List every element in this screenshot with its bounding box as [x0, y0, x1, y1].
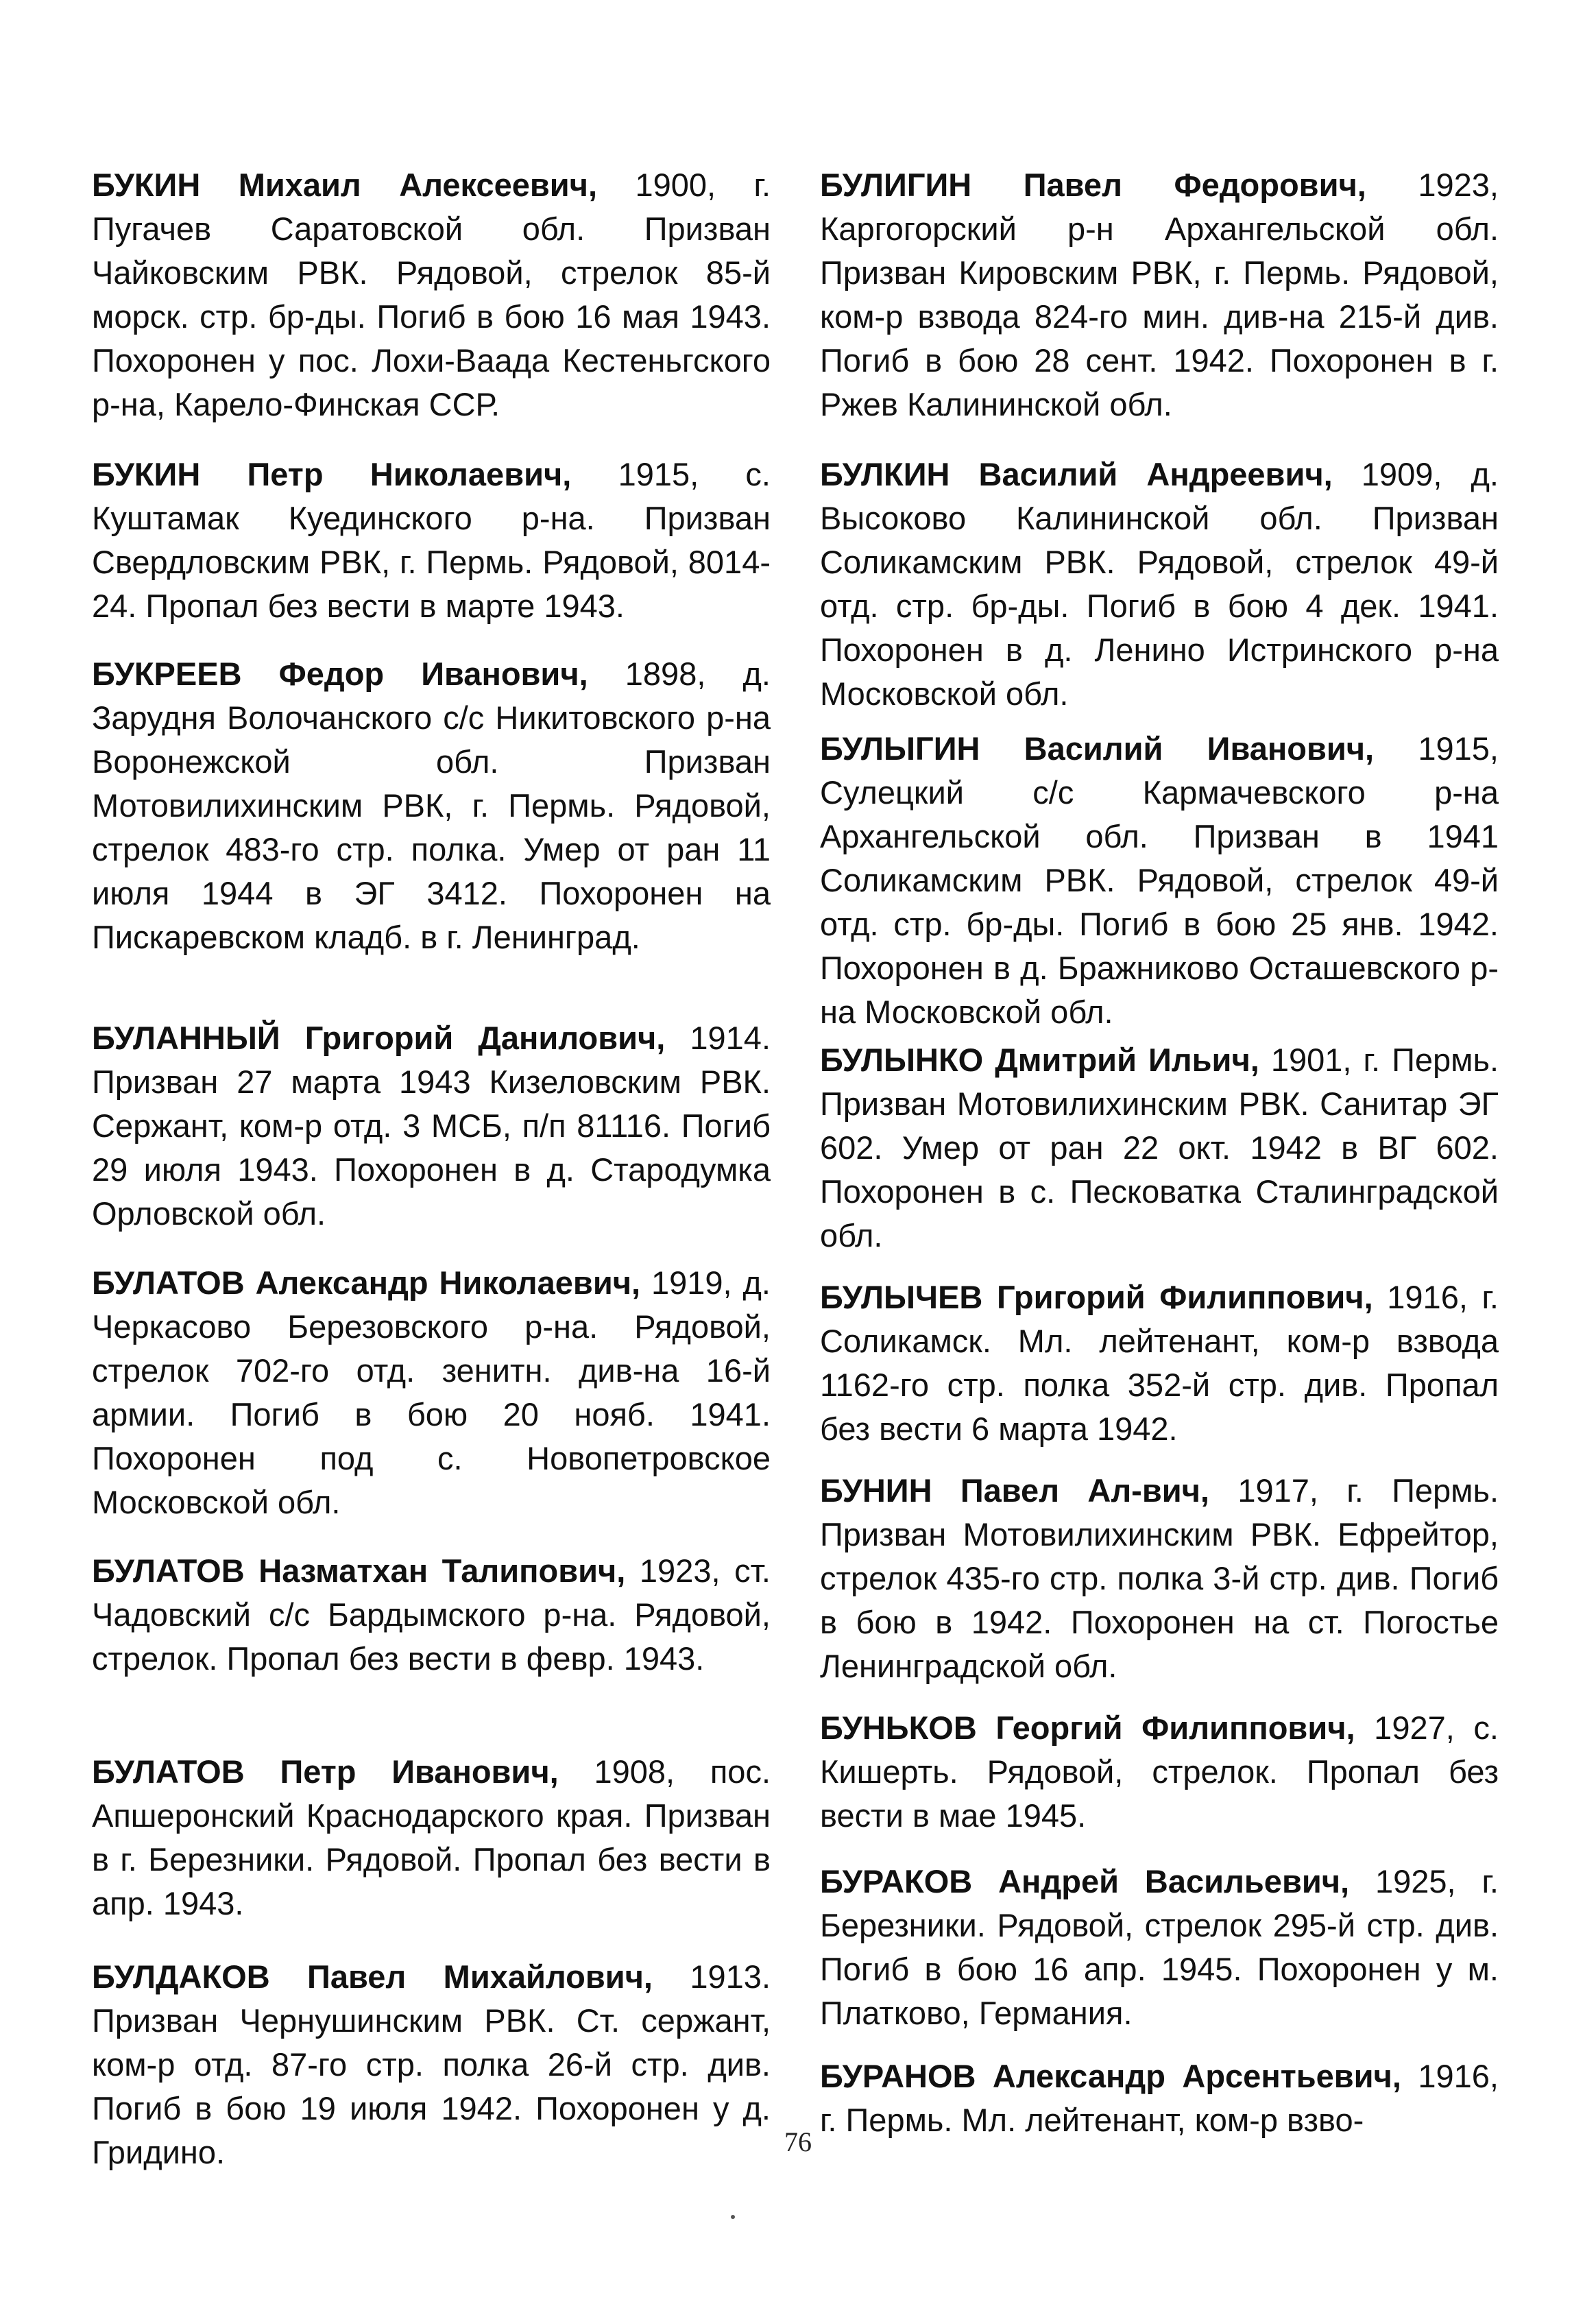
entry-bulatov-petr — [92, 1750, 771, 1926]
entry-burakov-andrei — [820, 1860, 1499, 2035]
entry-buligin-pavel — [820, 163, 1499, 427]
entry-bulatov-nazmatkhan — [92, 1549, 771, 1681]
entry-bunkov-georgii — [820, 1706, 1499, 1838]
entry-bio: 1898, д. Зарудня Волочанского с/с Никитовского р-на Воронежской обл. Призван Мотовилихинским РВК, г. Пермь. Рядовой, стрелок 483-го стр. полка. Умер от ран 11 июля 1944 в ЭГ 3412. Похоронен на Пискаревском кладб. в г. Ленинград. — [92, 656, 771, 955]
scan-artifact-dot — [731, 2215, 735, 2219]
entry-bulychev-grigorii — [820, 1275, 1499, 1451]
entry-name: БУЛЫНКО Дмитрий Ильич, — [820, 1042, 1259, 1078]
entry-name: БУРАКОВ Андрей Васильевич, — [820, 1863, 1350, 1899]
entry-bio: 1927, с. Кишерть. Рядовой, стрелок. Пропал без вести в мае 1945. — [820, 1710, 1499, 1834]
entry-bio: 1923, Каргогорский р-н Архангельской обл. Призван Кировским РВК, г. Пермь. Рядовой, ком-р взвода 824-го мин. див-на 215-й див. Погиб в бою 28 сент. 1942. Похоронен в г. Ржев Калининской обл. — [820, 167, 1499, 422]
entry-bukin-petr — [92, 453, 771, 628]
entry-bio: 1916, г. Соликамск. Мл. лейтенант, ком-р взвода 1162-го стр. полка 352-й стр. див. Пропал без вести 6 марта 1942. — [820, 1279, 1499, 1447]
entry-name: БУЛАТОВ Назматхан Талипович, — [92, 1552, 626, 1589]
entry-bio: 1915, с. Куштамак Куединского р-на. Призван Свердловским РВК, г. Пермь. Рядовой, 8014-24. Пропал без вести в марте 1943. — [92, 456, 771, 624]
entry-bukin-mikhail — [92, 163, 771, 427]
entry-bio: 1908, пос. Апшеронский Краснодарского края. Призван в г. Березники. Рядовой. Пропал без вести в апр. 1943. — [92, 1753, 771, 1921]
entry-bio: 1925, г. Березники. Рядовой, стрелок 295-й стр. див. Погиб в бою 16 апр. 1945. Похоронен у м. Платково, Германия. — [820, 1863, 1499, 2031]
entry-name: БУКРЕЕВ Федор Иванович, — [92, 656, 588, 692]
entry-name: БУРАНОВ Александр Арсентьевич, — [820, 2058, 1401, 2094]
entry-bukreev-fedor — [92, 652, 771, 959]
entry-bulannyi-grigorii — [92, 1016, 771, 1236]
entry-name: БУЛЫГИН Василий Иванович, — [820, 730, 1375, 767]
entry-name: БУНИН Павел Ал-вич, — [820, 1472, 1209, 1509]
entry-name: БУЛАТОВ Петр Иванович, — [92, 1753, 559, 1790]
entry-bulkin-vasilii — [820, 453, 1499, 716]
entry-bio: 1917, г. Пермь. Призван Мотовилихинским РВК. Ефрейтор, стрелок 435-го стр. полка 3-й стр. див. Погиб в бою в 1942. Похоронен на ст. Погостье Ленинградской обл. — [820, 1472, 1499, 1684]
entry-name: БУЛИГИН Павел Федорович, — [820, 167, 1366, 203]
entry-bio: 1919, д. Черкасово Березовского р-на. Рядовой, стрелок 702-го отд. зенитн. див-на 16-й армии. Погиб в бою 20 нояб. 1941. Похоронен под с. Новопетровское Московской обл. — [92, 1264, 771, 1520]
entry-name: БУКИН Михаил Алексеевич, — [92, 167, 598, 203]
entry-name: БУЛАТОВ Александр Николаевич, — [92, 1264, 641, 1301]
entry-name: БУКИН Петр Николаевич, — [92, 456, 572, 492]
entry-bio: 1914. Призван 27 марта 1943 Кизеловским РВК. Сержант, ком-р отд. 3 МСБ, п/п 81116. Погиб 29 июля 1943. Похоронен в д. Стародумка Орловской обл. — [92, 1020, 771, 1232]
entry-bio: 1900, г. Пугачев Саратовской обл. Призван Чайковским РВК. Рядовой, стрелок 85-й морск. стр. бр-ды. Погиб в бою 16 мая 1943. Похоронен у пос. Лохи-Ваада Кестеньгского р-на, Карело-Финская ССР. — [92, 167, 771, 422]
page-number: 76 — [784, 2126, 812, 2157]
entry-name: БУЛДАКОВ Павел Михайлович, — [92, 1958, 653, 1995]
entry-name: БУЛКИН Василий Андреевич, — [820, 456, 1333, 492]
entry-bio: 1909, д. Высоково Калининской обл. Призван Соликамским РВК. Рядовой, стрелок 49-й отд. стр. бр-ды. Погиб в бою 4 дек. 1941. Похоронен в д. Ленино Истринского р-на Московской обл. — [820, 456, 1499, 712]
entry-bio: 1916, г. Пермь. Мл. лейтенант, ком-р взво- — [820, 2058, 1499, 2138]
entry-bio: 1901, г. Пермь. Призван Мотовилихинским РВК. Санитар ЭГ 602. Умер от ран 22 окт. 1942 в ВГ 602. Похоронен в с. Песковатка Сталинградской обл. — [820, 1042, 1499, 1254]
entry-name: БУЛАННЫЙ Григорий Данилович, — [92, 1020, 666, 1056]
entry-bulatov-aleksandr — [92, 1261, 771, 1524]
entry-bunin-pavel — [820, 1469, 1499, 1688]
entry-name: БУЛЫЧЕВ Григорий Филиппович, — [820, 1279, 1373, 1315]
entry-bulynko-dmitrii — [820, 1038, 1499, 1258]
entry-bio: 1923, ст. Чадовский с/с Бардымского р-на. Рядовой, стрелок. Пропал без вести в февр. 1943. — [92, 1552, 771, 1677]
entry-bio: 1915, Сулецкий с/с Кармачевского р-на Архангельской обл. Призван в 1941 Соликамским РВК. Рядовой, стрелок 49-й отд. стр. бр-ды. Погиб в бою 25 янв. 1942. Похоронен в д. Бражниково Осташевского р-на Московской обл. — [820, 730, 1499, 1030]
entry-bulygin-vasilii — [820, 727, 1499, 1034]
entry-name: БУНЬКОВ Георгий Филиппович, — [820, 1710, 1355, 1746]
entry-bio: 1913. Призван Чернушинским РВК. Ст. сержант, ком-р отд. 87-го стр. полка 26-й стр. див. Погиб в бою 19 июля 1942. Похоронен у д. Гридино. — [92, 1958, 771, 2170]
